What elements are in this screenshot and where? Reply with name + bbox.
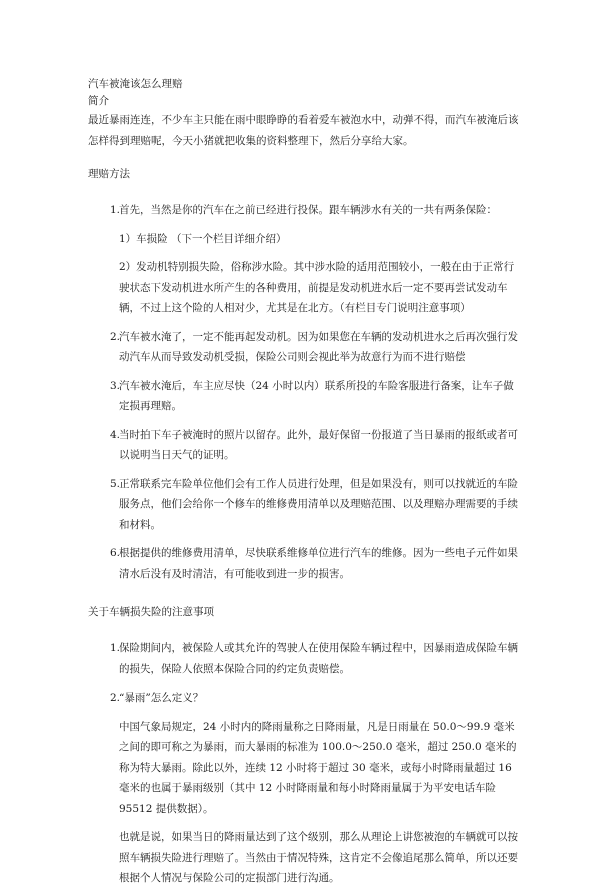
damage-insurance-notes-list <box>88 638 520 889</box>
item-text: 首先，当然是你的汽车在之前已经进行投保。跟车辆涉水有关的一共有两条保险： <box>119 204 497 216</box>
item-text: 汽车被水淹后，车主应尽快（24 小时以内）联系所投的车险客服进行备案，让车子做定损再理赔。 <box>119 379 514 412</box>
intro-paragraph: 最近暴雨连连，不少车主只能在雨中眼睁睁的看着爱车被泡水中，动弹不得，而汽车被淹后该怎样得到理赔呢，今天小猪就把收集的资料整理下，然后分享给大家。 <box>88 114 519 147</box>
claim-methods-heading: 理赔方法 <box>88 168 130 180</box>
list-item <box>88 327 520 368</box>
item-number: 2. <box>110 692 121 704</box>
document-page <box>88 76 520 889</box>
claim-conclusion-paragraph: 也就是说，如果当日的降雨量达到了这个级别，那么从理论上讲您被泡的车辆就可以按照车辆损失险进行理赔了。当然由于情况特殊，这肯定不会像追尾那么简单，所以还要根据个人情况与保险公司的定损部门进行沟通。 <box>119 831 518 884</box>
item-text: 汽车被水淹了，一定不能再起发动机。因为如果您在车辆的发动机进水之后再次强行发动汽车从而导致发动机受损，保险公司则会视此举为故意行为而不进行赔偿 <box>119 330 518 363</box>
item-number: 1. <box>110 642 121 654</box>
item-text: “暴雨”怎么定义？ <box>119 692 204 704</box>
claim-methods-list <box>88 200 520 584</box>
list-item <box>88 638 520 679</box>
item-number: 4. <box>110 428 121 441</box>
item-number: 6. <box>110 547 121 559</box>
item-text: 当时拍下车子被淹时的照片以留存。此外，最好保留一份报道了当日暴雨的报纸或者可以说明当日天气的证明。 <box>119 428 518 461</box>
list-item <box>88 376 520 417</box>
rainstorm-definition-paragraph: 中国气象局规定，24 小时内的降雨量称之日降雨量，凡是日雨量在 50.0～99.9 毫米之间的即可称之为暴雨，而大暴雨的标准为 100.0～250.0 毫米，超过 250.0 毫米的称为特大暴雨。除此以外，连续 12 小时将于超过 30 毫米，或每小时降雨量超过 16 毫米的也属于暴雨级别（其中 12 小时降雨量和每小时降雨量属于为平安电话车险 95512 提供数据）。 <box>119 720 517 815</box>
intro-heading: 简介 <box>88 95 109 107</box>
list-item <box>88 543 520 584</box>
damage-insurance-notes-heading: 关于车辆损失险的注意事项 <box>88 606 214 618</box>
document-title: 汽车被淹该怎么理赔 <box>88 78 183 90</box>
item-text: 正常联系完车险单位他们会有工作人员进行处理，但是如果没有，则可以找就近的车险服务点，他们会给你一个修车的维修费用清单以及理赔范围、以及理赔办理需要的手续和材料。 <box>119 477 518 531</box>
item-subpoint-1: 1）车损险 （下一个栏目详细介绍） <box>119 232 287 245</box>
item-number: 1. <box>110 204 121 216</box>
list-item <box>88 474 520 536</box>
item-number: 5. <box>110 477 121 490</box>
item-text: 根据提供的维修费用清单，尽快联系维修单位进行汽车的维修。因为一些电子元件如果清水后没有及时清洁，有可能收到进一步的损害。 <box>119 547 518 580</box>
list-item <box>88 200 520 319</box>
item-text: 保险期间内，被保险人或其允许的驾驶人在使用保险车辆过程中，因暴雨造成保险车辆的损失，保险人依照本保险合同的约定负责赔偿。 <box>119 642 518 675</box>
item-subpoint-2: 2）发动机特别损失险，俗称涉水险。其中涉水险的适用范围较小，一般在由于正常行驶状态下发动机进水所产生的各种费用，前提是发动机进水后一定不要再尝试发动车辆，不过上这个险的人相对少，尤其是在北方。（有栏目专门说明注意事项） <box>119 261 515 314</box>
list-item <box>88 688 520 889</box>
list-item <box>88 425 520 466</box>
item-number: 2. <box>110 330 121 343</box>
item-number: 3. <box>110 379 121 392</box>
